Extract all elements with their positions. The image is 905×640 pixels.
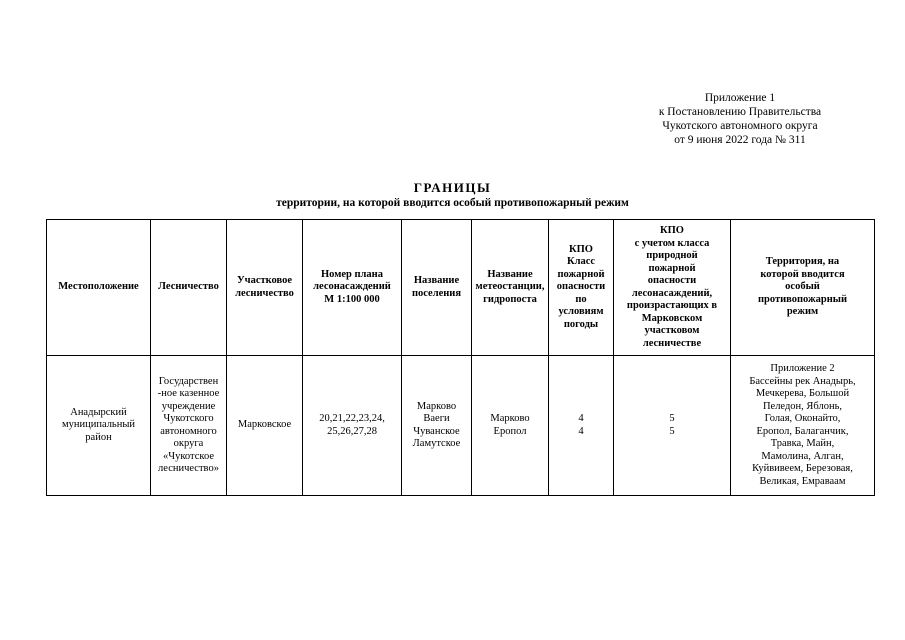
appendix-note bbox=[615, 91, 865, 147]
header-fire-class-natural-line: произрастающих в bbox=[626, 300, 718, 311]
cell-forestry-line: «Чукотское bbox=[163, 450, 214, 462]
header-district-forestry-line: Участковое bbox=[236, 275, 293, 286]
table-row bbox=[47, 356, 875, 496]
document-subtitle: территории, на которой вводится особый противопожарный режим bbox=[276, 197, 629, 209]
header-fire-class-weather bbox=[549, 220, 614, 356]
appendix-line: к Постановлению Правительства bbox=[658, 106, 822, 118]
document-title: ГРАНИЦЫ bbox=[413, 180, 492, 195]
table-header-row bbox=[47, 220, 875, 356]
header-territory-line: противопожарный bbox=[757, 293, 848, 305]
appendix-line: Чукотского автономного округа bbox=[662, 120, 818, 132]
cell-forestry-line: учреждение bbox=[161, 400, 216, 412]
header-settlement-line: Название bbox=[413, 275, 460, 286]
header-fire-class-natural-line: с учетом класса bbox=[634, 237, 710, 249]
cell-weather-station bbox=[472, 356, 549, 496]
header-fire-class-natural-line: участковом bbox=[644, 325, 700, 336]
cell-fire-class-natural bbox=[614, 356, 731, 496]
header-district-forestry-line: лесничество bbox=[235, 287, 294, 299]
header-territory-line: Территория, на bbox=[765, 256, 840, 268]
cell-territory-line: Мечкерева, Большой bbox=[755, 388, 850, 399]
header-territory-line: особый bbox=[785, 281, 820, 293]
cell-forestry-line: автономного bbox=[160, 425, 217, 437]
cell-settlement-line: Ваеги bbox=[423, 413, 450, 424]
header-fire-class-weather-line: условиям bbox=[558, 306, 604, 318]
cell-location-line: район bbox=[85, 431, 112, 443]
header-fire-class-weather-line: по bbox=[575, 293, 587, 305]
cell-forestry-line: Государствен bbox=[158, 375, 219, 387]
header-plan-number-line: М 1:100 000 bbox=[324, 293, 380, 305]
header-settlement bbox=[402, 220, 472, 356]
header-fire-class-weather-line: опасности bbox=[556, 281, 606, 293]
header-fire-class-weather-line: пожарной bbox=[557, 268, 605, 280]
header-plan-number-line: Номер плана bbox=[321, 268, 383, 280]
header-location-line: Местоположение bbox=[58, 281, 139, 293]
cell-district-forestry bbox=[227, 356, 303, 496]
cell-location bbox=[47, 356, 151, 496]
cell-plan-number-line: 20,21,22,23,24, bbox=[319, 413, 385, 424]
cell-fire-class-natural-line: 5 bbox=[669, 425, 675, 437]
header-fire-class-natural-line: природной bbox=[646, 250, 698, 261]
cell-plan-number-line: 25,26,27,28 bbox=[327, 425, 377, 437]
header-territory-line: режим bbox=[786, 306, 819, 318]
cell-fire-class-weather bbox=[549, 356, 614, 496]
cell-plan-number bbox=[303, 356, 402, 496]
cell-forestry-line: округа bbox=[173, 438, 204, 449]
cell-settlement-line: Марково bbox=[416, 400, 457, 412]
header-weather-station-line: Название bbox=[487, 268, 533, 280]
cell-territory-line: Голая, Оконайто, bbox=[764, 413, 841, 424]
cell-weather-station-line: Марково bbox=[490, 413, 530, 424]
header-plan-number bbox=[303, 220, 402, 356]
cell-territory-line: Еропол, Балаганчик, bbox=[756, 425, 849, 437]
document-heading bbox=[0, 180, 905, 211]
cell-location-line: муниципальный bbox=[61, 419, 136, 431]
header-fire-class-natural bbox=[614, 220, 731, 356]
appendix-line: от 9 июня 2022 года № 311 bbox=[674, 134, 806, 146]
header-territory bbox=[731, 220, 875, 356]
cell-settlement-line: Ламутское bbox=[412, 438, 461, 449]
cell-territory-line: Приложение 2 bbox=[770, 363, 835, 374]
header-fire-class-natural-line: КПО bbox=[660, 225, 684, 236]
appendix-line: Приложение 1 bbox=[704, 92, 776, 104]
header-settlement-line: поселения bbox=[411, 287, 462, 299]
cell-territory-line: Великая, Емраваам bbox=[759, 475, 846, 487]
header-fire-class-natural-line: пожарной bbox=[648, 262, 696, 274]
header-weather-station bbox=[472, 220, 549, 356]
header-plan-number-line: лесонасаждений bbox=[313, 281, 391, 293]
cell-territory-line: Травка, Майн, bbox=[770, 438, 835, 449]
header-fire-class-natural-line: лесничестве bbox=[642, 337, 702, 349]
cell-forestry-line: -ное казенное bbox=[157, 388, 220, 399]
cell-territory-line: Пеледон, Яблонь, bbox=[762, 400, 843, 412]
cell-fire-class-weather-line: 4 bbox=[578, 413, 584, 424]
cell-forestry-line: Чукотского bbox=[163, 413, 214, 424]
header-fire-class-natural-line: опасности bbox=[647, 275, 697, 286]
cell-forestry bbox=[151, 356, 227, 496]
header-fire-class-natural-line: лесонасаждений, bbox=[631, 287, 713, 299]
cell-location-line: Анадырский bbox=[70, 406, 127, 418]
header-territory-line: которой вводится bbox=[760, 268, 845, 280]
header-fire-class-weather-line: погоды bbox=[563, 318, 599, 330]
header-district-forestry bbox=[227, 220, 303, 356]
header-fire-class-weather-line: Класс bbox=[566, 256, 596, 268]
cell-fire-class-natural-line: 5 bbox=[669, 413, 675, 424]
cell-district-forestry-line: Марковское bbox=[237, 419, 292, 431]
header-location bbox=[47, 220, 151, 356]
cell-forestry-line: лесничество» bbox=[158, 463, 219, 474]
cell-settlement-line: Чуванское bbox=[413, 425, 460, 437]
cell-territory-line: Бассейны рек Анадырь, bbox=[749, 375, 856, 387]
cell-weather-station-line: Еропол bbox=[493, 425, 527, 437]
cell-territory bbox=[731, 356, 875, 496]
cell-territory-line: Мамолина, Алган, bbox=[761, 450, 844, 462]
header-weather-station-line: гидропоста bbox=[483, 293, 537, 305]
header-fire-class-weather-line: КПО bbox=[569, 243, 593, 255]
fire-regime-table bbox=[46, 219, 875, 496]
header-forestry bbox=[151, 220, 227, 356]
header-fire-class-natural-line: Марковском bbox=[641, 312, 703, 324]
header-weather-station-line: метеостанции, bbox=[475, 281, 545, 293]
header-forestry-line: Лесничество bbox=[158, 281, 219, 293]
cell-territory-line: Куйвивеем, Березовая, bbox=[752, 463, 853, 474]
cell-fire-class-weather-line: 4 bbox=[578, 425, 584, 437]
cell-settlement bbox=[402, 356, 472, 496]
